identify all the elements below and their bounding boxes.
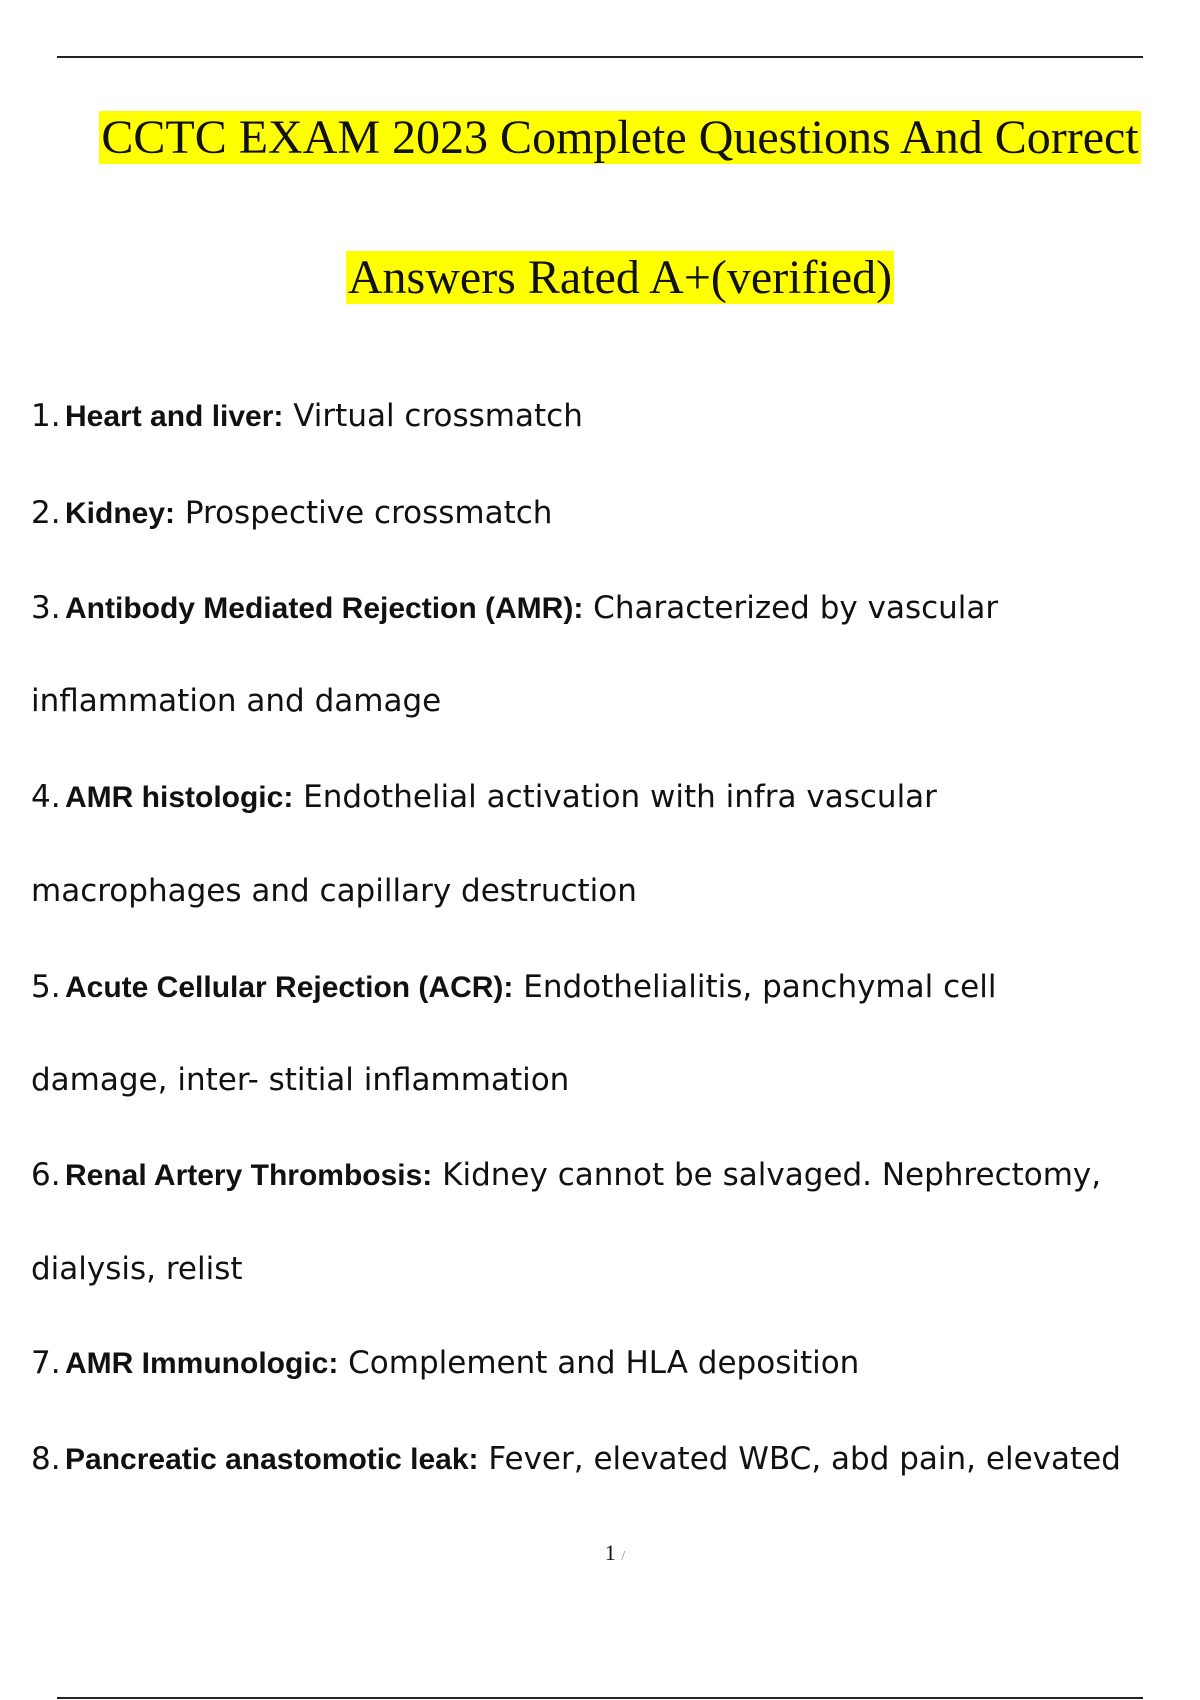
item-term: Antibody Mediated Rejection (AMR):: [65, 592, 584, 625]
item-term: Kidney:: [65, 497, 176, 530]
item-answer-continuation: inflammation and damage: [31, 683, 442, 719]
page-number-value: 1: [604, 1540, 616, 1565]
item-number: 6.: [31, 1157, 61, 1193]
qa-item: [31, 1155, 1101, 1196]
item-answer: Virtual crossmatch: [283, 398, 583, 434]
qa-item: [31, 1343, 859, 1384]
item-answer: Characterized by vascular: [583, 590, 999, 626]
item-number: 1.: [31, 398, 61, 434]
page-separator: /: [621, 1549, 626, 1564]
item-answer: Endothelialitis, panchymal cell: [513, 969, 997, 1005]
qa-item: [31, 967, 996, 1008]
qa-item: [31, 777, 937, 818]
qa-item: [31, 588, 998, 629]
item-number: 8.: [31, 1441, 61, 1477]
item-answer-continuation: macrophages and capillary destruction: [31, 873, 637, 909]
qa-item: [31, 493, 552, 534]
item-number: 7.: [31, 1345, 61, 1381]
qa-item: [31, 396, 583, 437]
item-term: Acute Cellular Rejection (ACR):: [65, 971, 514, 1004]
page-number: [0, 1538, 1200, 1572]
document-title-line-2: Answers Rated A+(verified): [347, 251, 893, 304]
qa-item: [31, 1439, 1121, 1480]
bottom-rule: [57, 1697, 1143, 1699]
item-answer: Fever, elevated WBC, abd pain, elevated: [478, 1441, 1121, 1477]
item-answer: Complement and HLA deposition: [338, 1345, 860, 1381]
item-answer: Endothelial activation with infra vascular: [293, 779, 937, 815]
item-term: AMR histologic:: [65, 781, 294, 814]
item-term: AMR Immunologic:: [65, 1347, 339, 1380]
item-term: Renal Artery Thrombosis:: [65, 1159, 433, 1192]
document-title-line-1: CCTC EXAM 2023 Complete Questions And Correct: [101, 111, 1139, 164]
item-term: Pancreatic anastomotic leak:: [65, 1443, 479, 1476]
item-answer-continuation: dialysis, relist: [31, 1251, 243, 1287]
item-number: 2.: [31, 495, 61, 531]
item-term: Heart and liver:: [65, 400, 284, 433]
item-number: 3.: [31, 590, 61, 626]
item-number: 5.: [31, 969, 61, 1005]
item-answer-continuation: damage, inter- stitial inflammation: [31, 1062, 570, 1098]
item-answer: Prospective crossmatch: [175, 495, 553, 531]
item-number: 4.: [31, 779, 61, 815]
item-answer: Kidney cannot be salvaged. Nephrectomy,: [432, 1157, 1102, 1193]
